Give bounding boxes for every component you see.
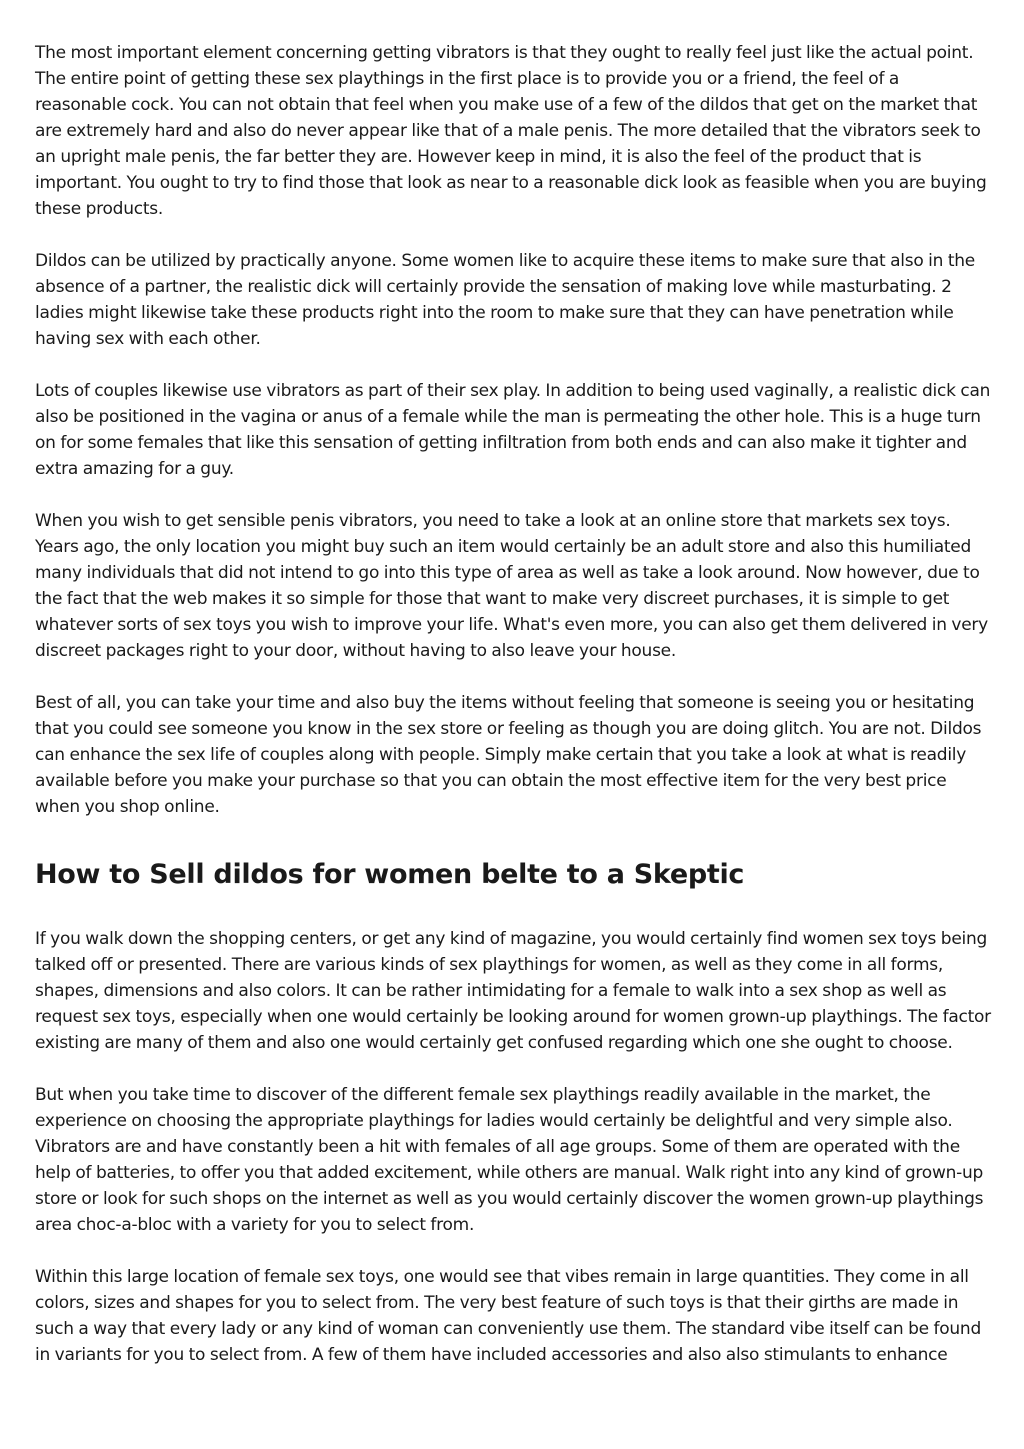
paragraph: Dildos can be utilized by practically anyone. Some women like to acquire these items to make sure that also in the absence of a partner, the realistic dick will certainly provide the sensation of making love while masturbating. 2 ladies might likewise take these products right into the room to make sure that they can have penetration while having sex with each other. — [35, 251, 975, 349]
paragraph: When you wish to get sensible penis vibrators, you need to take a look at an online store that markets sex toys. Years ago, the only location you might buy such an item would certainly be an adult store and also this humiliated many individuals that did not intend to go into this type of area as well as take a look around. Now however, due to the fact that the web makes it so simple for those that want to make very discreet purchases, it is simple to get whatever sorts of sex toys you wish to improve your life. What's even more, you can also get them delivered in very discreet packages right to your door, without having to also leave your house. — [35, 511, 988, 661]
paragraph: Lots of couples likewise use vibrators as part of their sex play. In addition to being used vaginally, a realistic dick can also be positioned in the vagina or anus of a female while the man is permeating the other hole. This is a huge turn on for some females that like this sensation of getting infiltration from both ends and can also make it tighter and extra amazing for a guy. — [35, 381, 991, 479]
paragraph: If you walk down the shopping centers, or get any kind of magazine, you would certainly find women sex toys being talked off or presented. There are various kinds of sex playthings for women, as well as they come in all forms, shapes, dimensions and also colors. It can be rather intimidating for a female to walk into a sex shop as well as request sex toys, especially when one would certainly be looking around for women grown-up playthings. The factor existing are many of them and also one would certainly get confused regarding which one she ought to choose. — [35, 929, 991, 1053]
paragraph: Within this large location of female sex toys, one would see that vibes remain in large quantities. They come in all colors, sizes and shapes for you to select from. The very best feature of such toys is that their girths are made in such a way that every lady or any kind of woman can conveniently use them. The standard vibe itself can be found in variants for you to select from. A few of them have included accessories and also also stimulants to enhance — [35, 1267, 981, 1365]
paragraph: But when you take time to discover of the different female sex playthings readily available in the market, the experience on choosing the appropriate playthings for ladies would certainly be delightful and very simple also. Vibrators are and have constantly been a hit with females of all age groups. Some of them are operated with the help of batteries, to offer you that added excitement, while others are manual. Walk right into any kind of grown-up store or look for such shops on the internet as well as you would certainly discover the women grown-up playthings area choc-a-bloc with a variety for you to select from. — [35, 1085, 984, 1235]
paragraph: The most important element concerning getting vibrators is that they ought to really feel just like the actual point. The entire point of getting these sex playthings in the first place is to provide you or a friend, the feel of a reasonable cock. You can not obtain that feel when you make use of a few of the dildos that get on the market that are extremely hard and also do never appear like that of a male penis. The more detailed that the vibrators seek to an upright male penis, the far better they are. However keep in mind, it is also the feel of the product that is important. You ought to try to find those that look as near to a reasonable dick look as feasible when you are buying these products. — [35, 43, 987, 219]
paragraph: Best of all, you can take your time and also buy the items without feeling that someone is seeing you or hesitating that you could see someone you know in the sex store or feeling as though you are doing glitch. You are not. Dildos can enhance the sex life of couples along with people. Simply make certain that you take a look at what is readily available before you make your purchase so that you can obtain the most effective item for the very best price when you shop online. — [35, 693, 982, 817]
section-heading: How to Sell dildos for women belte to a Skeptic — [35, 859, 745, 890]
document-page — [35, 40, 992, 1394]
